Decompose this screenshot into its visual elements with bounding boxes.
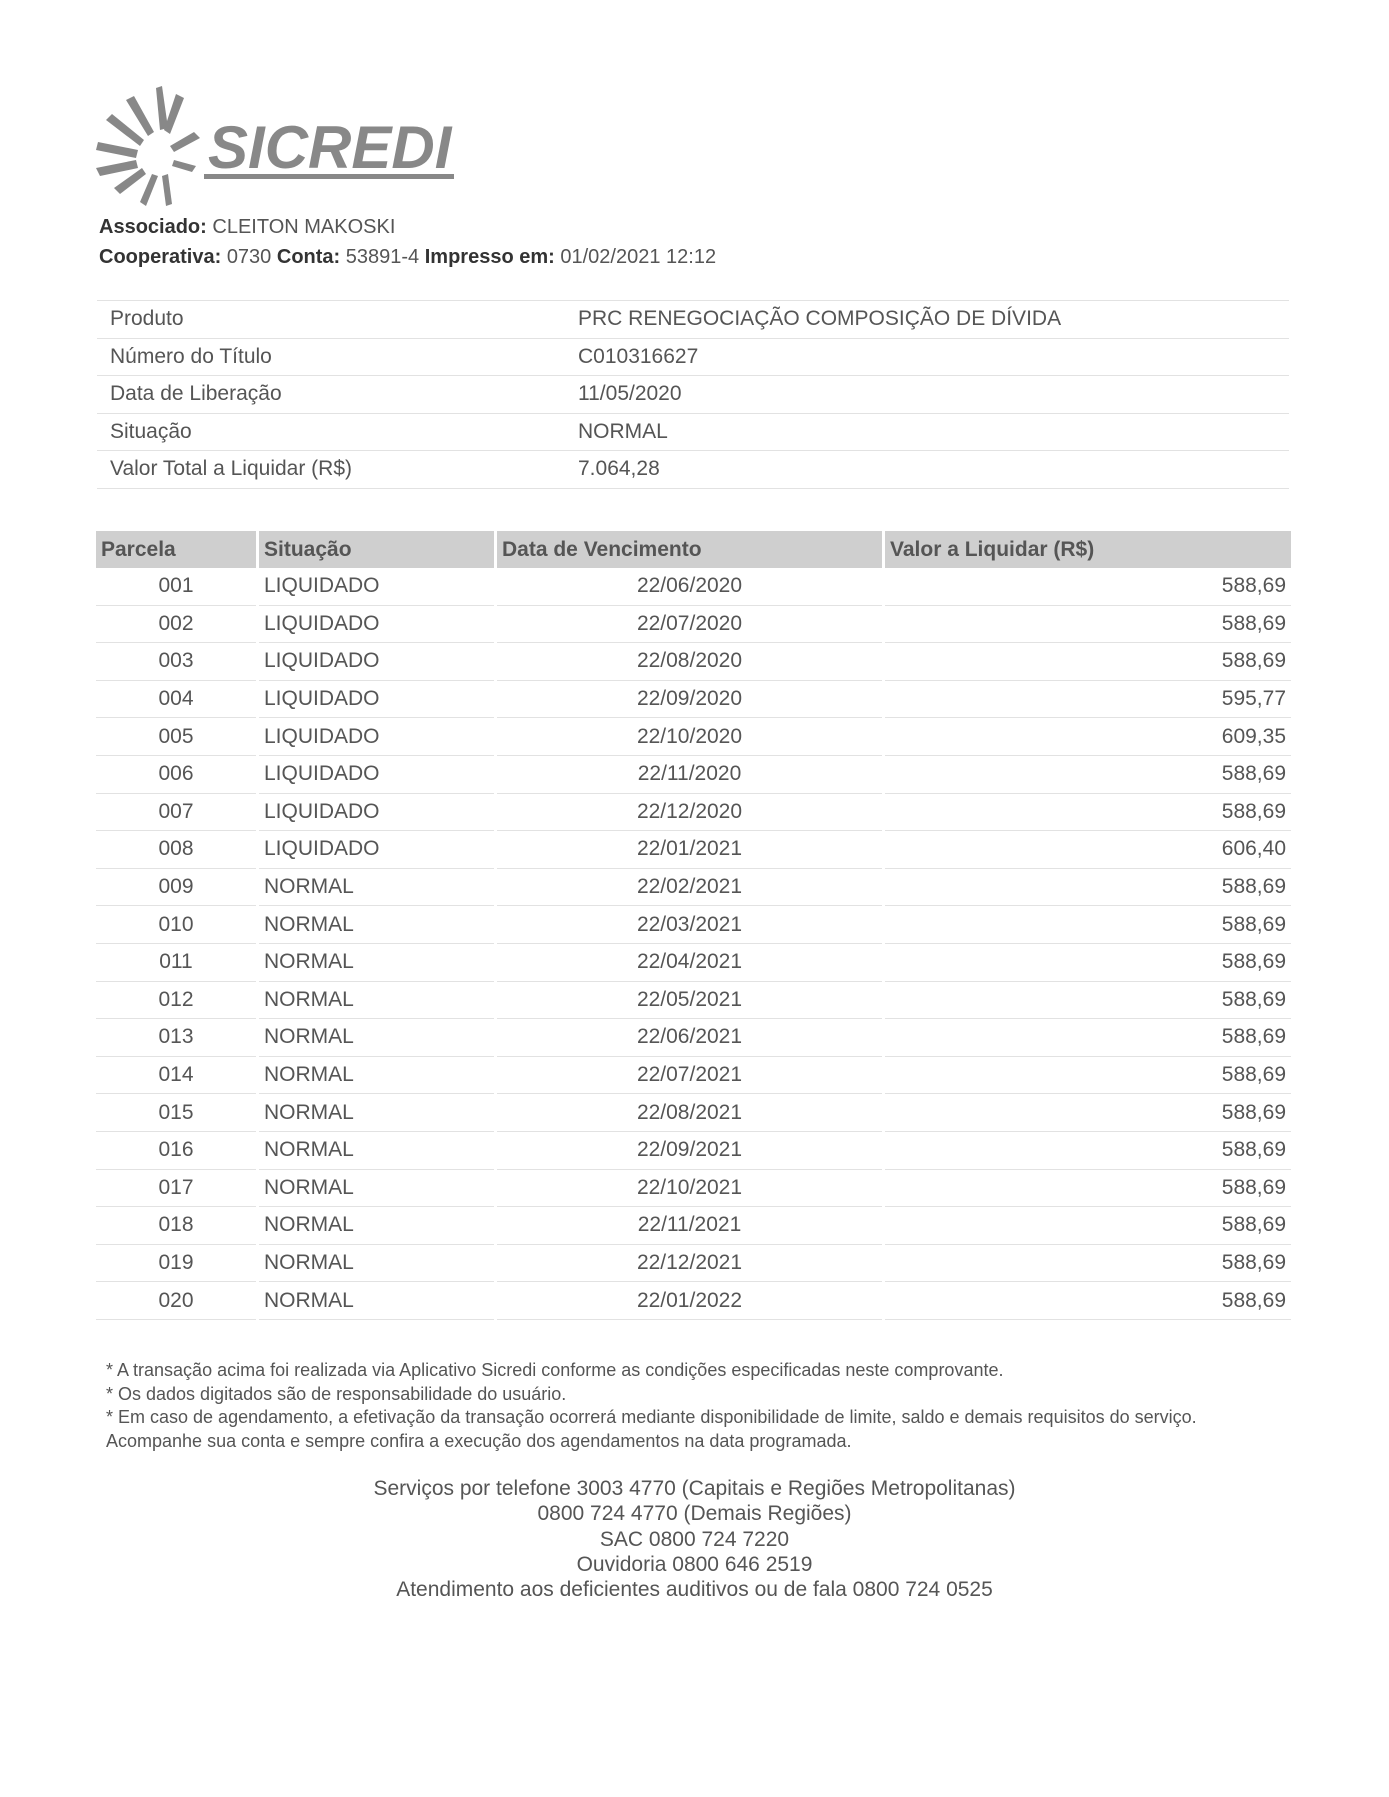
parcela-cell: 001 xyxy=(96,568,256,606)
vencimento-cell: 22/10/2020 xyxy=(497,718,882,756)
valor-cell: 588,69 xyxy=(885,1282,1291,1320)
summary-value: PRC RENEGOCIAÇÃO COMPOSIÇÃO DE DÍVIDA xyxy=(565,301,1289,339)
contact-line: Serviços por telefone 3003 4770 (Capitais e Regiões Metropolitanas) xyxy=(373,1477,1016,1500)
table-row xyxy=(96,1245,1291,1283)
situacao-cell: NORMAL xyxy=(259,1245,494,1283)
situacao-cell: NORMAL xyxy=(259,1132,494,1170)
valor-cell: 588,69 xyxy=(885,568,1291,606)
valor-cell: 609,35 xyxy=(885,718,1291,756)
table-row xyxy=(96,568,1291,606)
associado-label: Associado: xyxy=(99,216,207,238)
cooperativa-label: Cooperativa: xyxy=(99,246,222,268)
account-line xyxy=(99,246,716,269)
table-row xyxy=(96,1282,1291,1320)
vencimento-cell: 22/09/2021 xyxy=(497,1132,882,1170)
contact-line: 0800 724 4770 (Demais Regiões) xyxy=(537,1502,852,1526)
situacao-cell: LIQUIDADO xyxy=(259,756,494,794)
table-row xyxy=(96,718,1291,756)
parcela-cell: 012 xyxy=(96,982,256,1020)
table-row xyxy=(96,1132,1291,1170)
parcela-cell: 015 xyxy=(96,1094,256,1132)
situacao-cell: NORMAL xyxy=(259,1057,494,1095)
associado-line xyxy=(99,216,395,239)
valor-cell: 588,69 xyxy=(885,1170,1291,1208)
parcela-cell: 009 xyxy=(96,869,256,907)
valor-cell: 588,69 xyxy=(885,1245,1291,1283)
parcela-cell: 010 xyxy=(96,906,256,944)
conta-value: 53891-4 xyxy=(345,246,420,268)
summary-row xyxy=(97,451,1289,489)
table-row xyxy=(96,756,1291,794)
summary-value: 11/05/2020 xyxy=(565,376,1289,414)
header-data-vencimento: Data de Vencimento xyxy=(497,531,882,568)
parcela-cell: 019 xyxy=(96,1245,256,1283)
parcela-cell: 006 xyxy=(96,756,256,794)
summary-value: 7.064,28 xyxy=(565,451,1289,489)
situacao-cell: LIQUIDADO xyxy=(259,831,494,869)
summary-row xyxy=(97,376,1289,414)
valor-cell: 588,69 xyxy=(885,643,1291,681)
vencimento-cell: 22/06/2020 xyxy=(497,568,882,606)
table-row xyxy=(96,869,1291,907)
situacao-cell: LIQUIDADO xyxy=(259,606,494,644)
parcela-cell: 014 xyxy=(96,1057,256,1095)
situacao-cell: NORMAL xyxy=(259,869,494,907)
contact-line: Atendimento aos deficientes auditivos ou de fala 0800 724 0525 xyxy=(396,1578,993,1602)
situacao-cell: NORMAL xyxy=(259,1094,494,1132)
vencimento-cell: 22/03/2021 xyxy=(497,906,882,944)
note-line: * Em caso de agendamento, a efetivação da transação ocorrerá mediante disponibilidade de limite, saldo e demais requisitos do serviço. Acompanhe sua conta e sempre confira a execução dos agendamentos na data programada. xyxy=(106,1407,1197,1451)
contact-line: Ouvidoria 0800 646 2519 xyxy=(576,1552,813,1576)
table-row xyxy=(96,794,1291,832)
logo-text: SICREDI xyxy=(208,114,452,181)
contact-info xyxy=(0,1476,1389,1602)
table-row xyxy=(96,1019,1291,1057)
situacao-cell: LIQUIDADO xyxy=(259,643,494,681)
valor-cell: 588,69 xyxy=(885,606,1291,644)
vencimento-cell: 22/12/2020 xyxy=(497,794,882,832)
summary-value: NORMAL xyxy=(565,413,1289,451)
summary-value: C010316627 xyxy=(565,338,1289,376)
valor-cell: 606,40 xyxy=(885,831,1291,869)
vencimento-cell: 22/08/2021 xyxy=(497,1094,882,1132)
valor-cell: 595,77 xyxy=(885,681,1291,719)
parcela-cell: 011 xyxy=(96,944,256,982)
installments-table xyxy=(93,531,1294,1320)
valor-cell: 588,69 xyxy=(885,982,1291,1020)
situacao-cell: NORMAL xyxy=(259,1170,494,1208)
impresso-label: Impresso em: xyxy=(424,246,555,268)
vencimento-cell: 22/11/2020 xyxy=(497,756,882,794)
summary-label: Situação xyxy=(97,413,565,451)
parcela-cell: 003 xyxy=(96,643,256,681)
valor-cell: 588,69 xyxy=(885,1057,1291,1095)
situacao-cell: LIQUIDADO xyxy=(259,794,494,832)
valor-cell: 588,69 xyxy=(885,944,1291,982)
vencimento-cell: 22/11/2021 xyxy=(497,1207,882,1245)
summary-label: Produto xyxy=(97,301,565,339)
header-parcela: Parcela xyxy=(96,531,256,568)
parcela-cell: 004 xyxy=(96,681,256,719)
parcela-cell: 007 xyxy=(96,794,256,832)
contact-line: SAC 0800 724 7220 xyxy=(599,1527,790,1551)
vencimento-cell: 22/02/2021 xyxy=(497,869,882,907)
situacao-cell: NORMAL xyxy=(259,982,494,1020)
vencimento-cell: 22/12/2021 xyxy=(497,1245,882,1283)
note-line: * Os dados digitados são de responsabilidade do usuário. xyxy=(106,1383,567,1404)
vencimento-cell: 22/09/2020 xyxy=(497,681,882,719)
vencimento-cell: 22/06/2021 xyxy=(497,1019,882,1057)
note-line: * A transação acima foi realizada via Aplicativo Sicredi conforme as condições especificadas neste comprovante. xyxy=(106,1360,1004,1380)
situacao-cell: LIQUIDADO xyxy=(259,681,494,719)
table-row xyxy=(96,1094,1291,1132)
situacao-cell: LIQUIDADO xyxy=(259,568,494,606)
disclaimer-notes xyxy=(106,1359,1296,1453)
table-row xyxy=(96,982,1291,1020)
valor-cell: 588,69 xyxy=(885,794,1291,832)
parcela-cell: 017 xyxy=(96,1170,256,1208)
situacao-cell: NORMAL xyxy=(259,906,494,944)
sicredi-logo xyxy=(96,80,466,210)
vencimento-cell: 22/01/2021 xyxy=(497,831,882,869)
vencimento-cell: 22/07/2020 xyxy=(497,606,882,644)
table-row xyxy=(96,681,1291,719)
situacao-cell: NORMAL xyxy=(259,944,494,982)
table-row xyxy=(96,643,1291,681)
associado-value: CLEITON MAKOSKI xyxy=(212,216,396,238)
table-row xyxy=(96,1207,1291,1245)
valor-cell: 588,69 xyxy=(885,1019,1291,1057)
valor-cell: 588,69 xyxy=(885,1207,1291,1245)
parcela-cell: 008 xyxy=(96,831,256,869)
parcela-cell: 020 xyxy=(96,1282,256,1320)
parcela-cell: 016 xyxy=(96,1132,256,1170)
impresso-value: 01/02/2021 12:12 xyxy=(560,246,717,268)
cooperativa-value: 0730 xyxy=(226,246,272,268)
summary-table xyxy=(97,300,1289,489)
installments-header-row xyxy=(96,531,1291,568)
valor-cell: 588,69 xyxy=(885,756,1291,794)
parcela-cell: 013 xyxy=(96,1019,256,1057)
situacao-cell: NORMAL xyxy=(259,1207,494,1245)
summary-row xyxy=(97,301,1289,339)
situacao-cell: NORMAL xyxy=(259,1282,494,1320)
parcela-cell: 005 xyxy=(96,718,256,756)
table-row xyxy=(96,831,1291,869)
vencimento-cell: 22/05/2021 xyxy=(497,982,882,1020)
valor-cell: 588,69 xyxy=(885,869,1291,907)
valor-cell: 588,69 xyxy=(885,906,1291,944)
summary-row xyxy=(97,338,1289,376)
vencimento-cell: 22/10/2021 xyxy=(497,1170,882,1208)
valor-cell: 588,69 xyxy=(885,1132,1291,1170)
situacao-cell: NORMAL xyxy=(259,1019,494,1057)
vencimento-cell: 22/01/2022 xyxy=(497,1282,882,1320)
summary-label: Data de Liberação xyxy=(97,376,565,414)
vencimento-cell: 22/08/2020 xyxy=(497,643,882,681)
vencimento-cell: 22/07/2021 xyxy=(497,1057,882,1095)
table-row xyxy=(96,1057,1291,1095)
summary-row xyxy=(97,413,1289,451)
header-valor-liquidar: Valor a Liquidar (R$) xyxy=(885,531,1291,568)
table-row xyxy=(96,606,1291,644)
summary-label: Valor Total a Liquidar (R$) xyxy=(97,451,565,489)
conta-label: Conta: xyxy=(276,246,341,268)
vencimento-cell: 22/04/2021 xyxy=(497,944,882,982)
parcela-cell: 002 xyxy=(96,606,256,644)
header-situacao: Situação xyxy=(259,531,494,568)
summary-label: Número do Título xyxy=(97,338,565,376)
parcela-cell: 018 xyxy=(96,1207,256,1245)
table-row xyxy=(96,1170,1291,1208)
table-row xyxy=(96,906,1291,944)
situacao-cell: LIQUIDADO xyxy=(259,718,494,756)
table-row xyxy=(96,944,1291,982)
valor-cell: 588,69 xyxy=(885,1094,1291,1132)
